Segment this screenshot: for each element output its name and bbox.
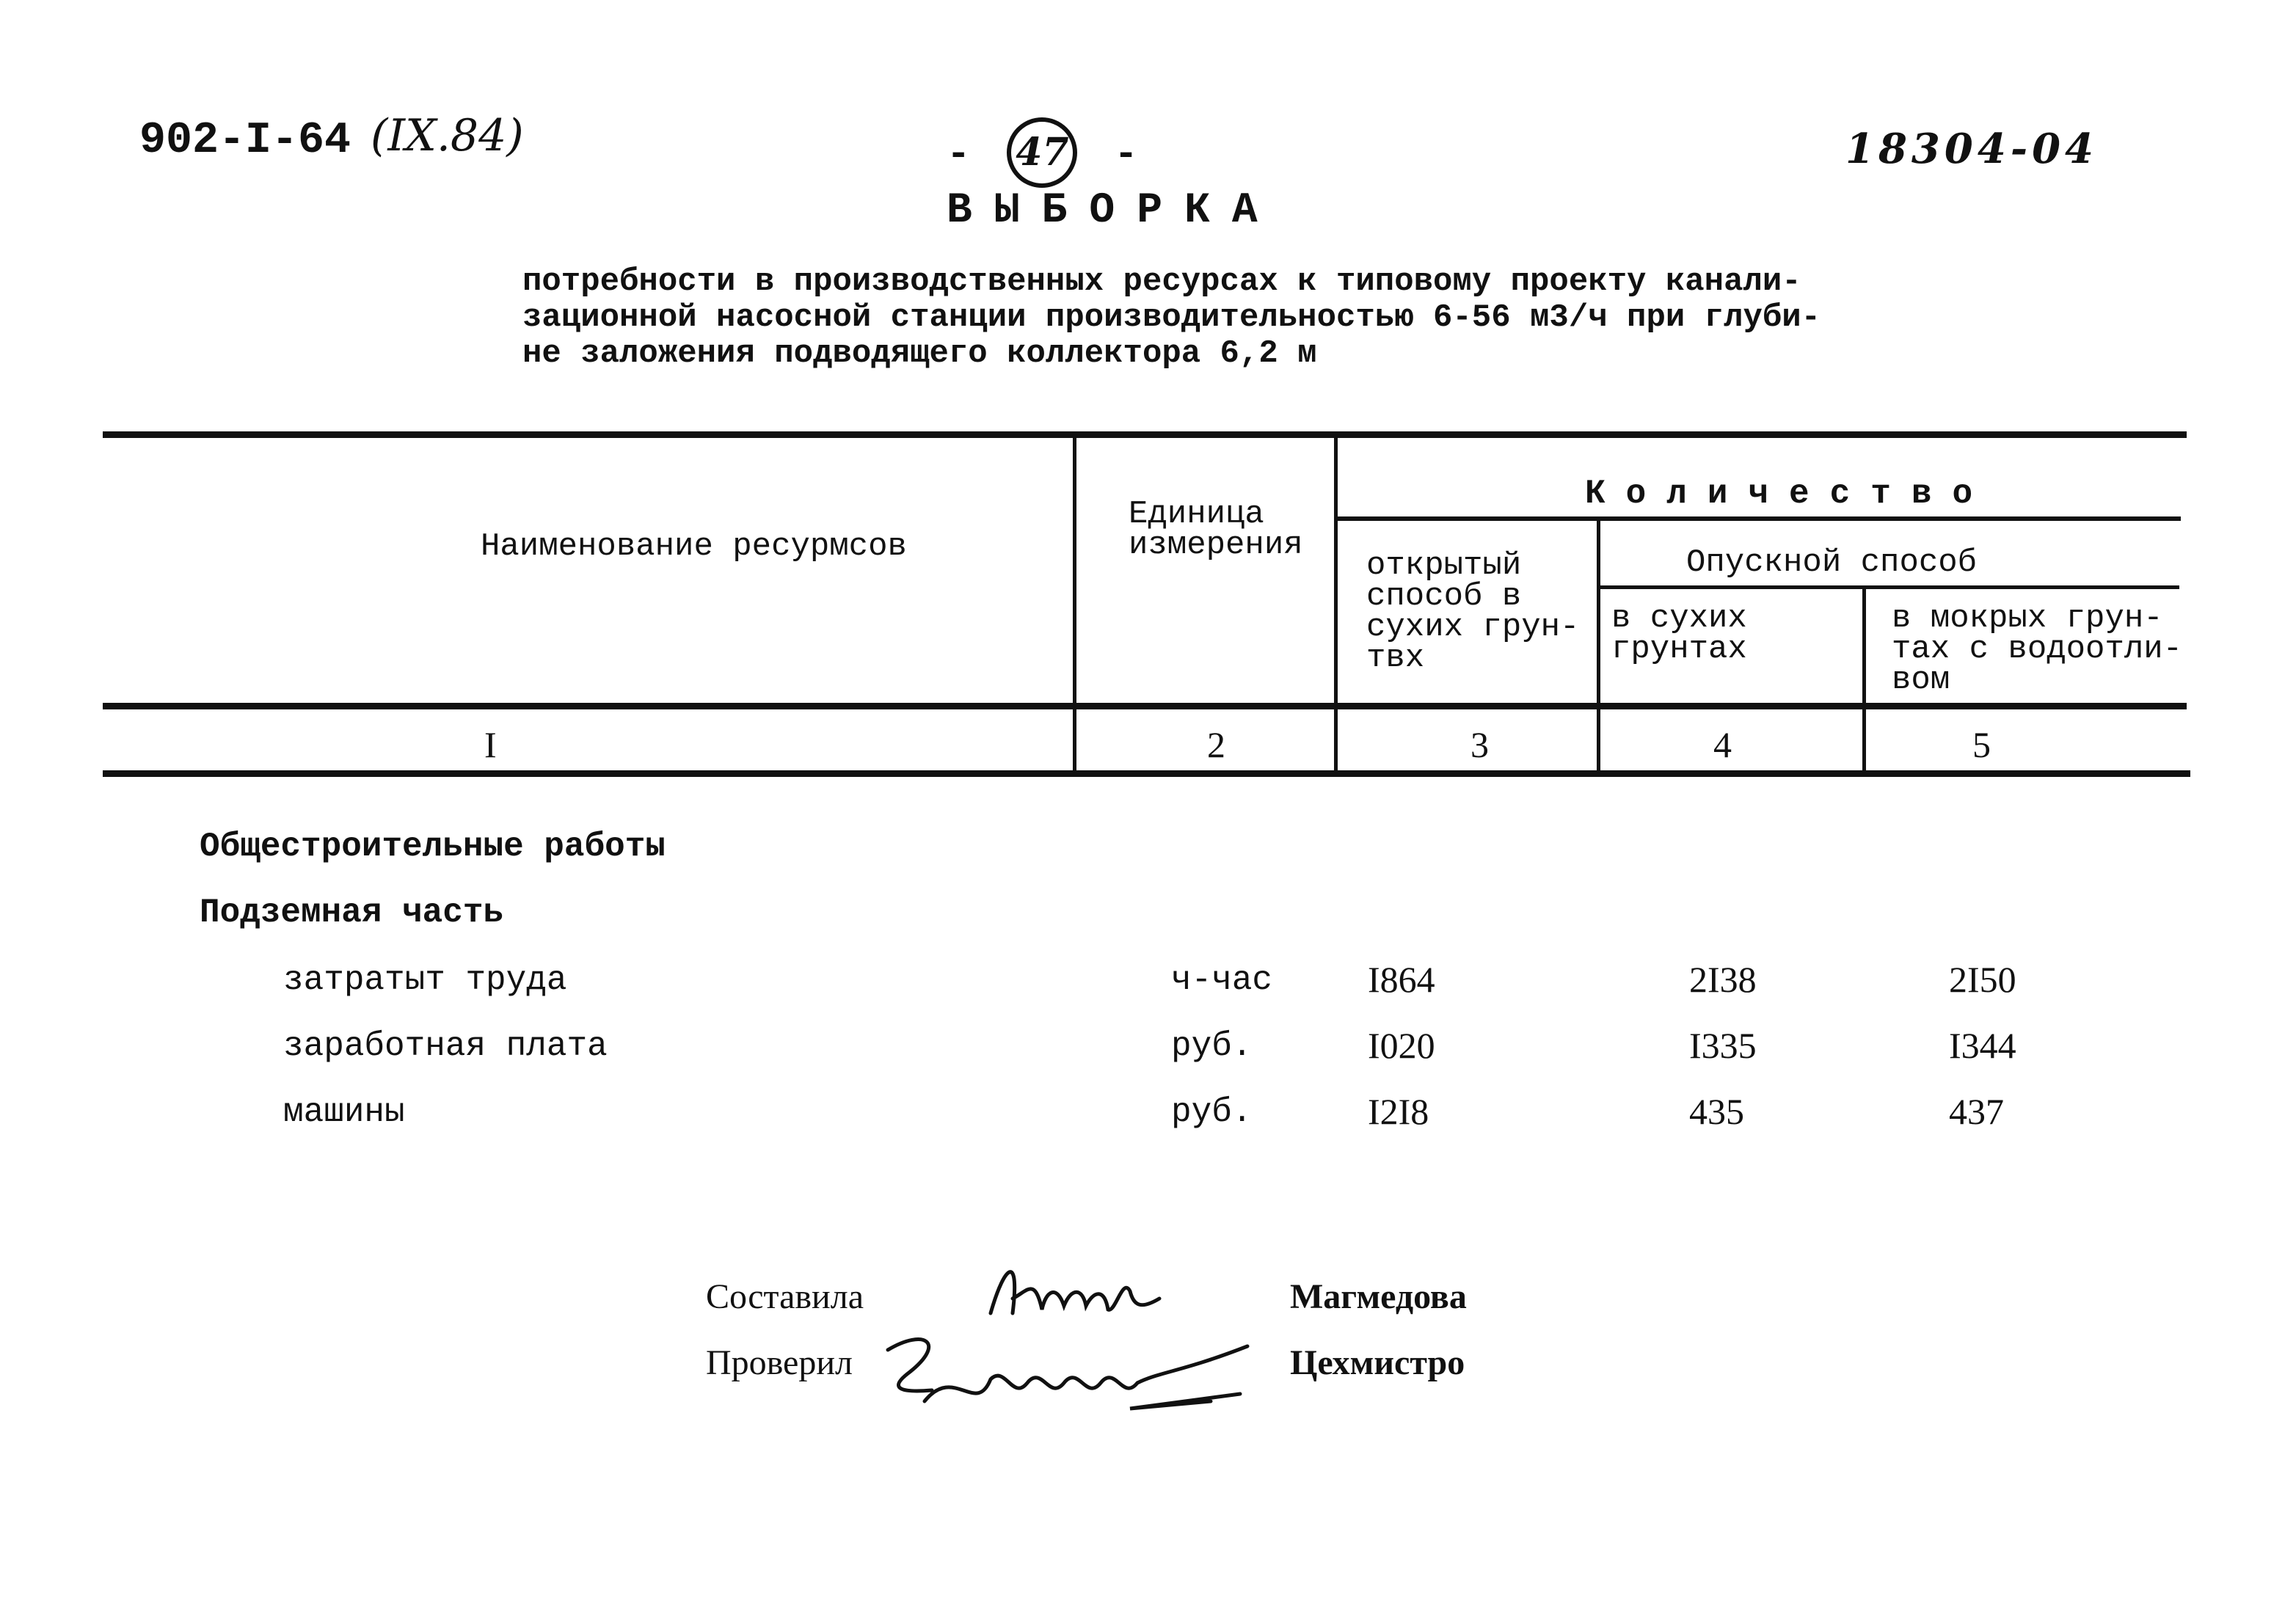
header-open-line: твх [1366,640,1425,676]
col-divider-1 [1073,434,1076,773]
page-number-block [947,117,1138,188]
row-value-dry: 435 [1689,1091,1744,1132]
sinking-rule [1600,585,2179,589]
header-open-line: способ в [1366,578,1522,615]
col-divider-4 [1862,587,1866,773]
col-divider-3 [1597,519,1600,773]
row-value-dry: I335 [1689,1025,1757,1066]
row-value-wet: 437 [1949,1091,2004,1132]
header-wet-line: вом [1892,662,1950,698]
col-divider-2 [1334,434,1338,773]
row-name: машины [283,1093,405,1131]
header-bottom-rule [103,703,2187,709]
table-bottom-rule [103,770,2190,777]
row-unit: руб. [1171,1027,1253,1065]
table-top-rule [103,431,2187,438]
section-underground: Подземная часть [200,894,504,932]
header-sinking-method: Опускной способ [1686,544,1978,581]
row-value-open: I020 [1368,1025,1435,1066]
page-dash-left: - [947,133,971,178]
quantity-rule [1337,516,2181,521]
subtitle-line: потребности в производственных ресурсах к типовому проекту канали- [522,263,1801,300]
row-value-wet: I344 [1949,1025,2016,1066]
document-code: 902-I-64 [139,116,351,166]
document-number: 18304-04 [1845,125,2098,173]
header-dry-line: грунтах [1611,631,1747,668]
checker-signature [866,1321,1277,1445]
header-open-line: открытый [1366,547,1522,584]
column-number: 3 [1470,724,1489,765]
section-general-works: Общестроительные работы [200,828,666,866]
row-value-dry: 2I38 [1689,959,1757,1000]
subtitle-line: не заложения подводящего коллектора 6,2 м [522,335,1317,372]
subtitle-line: зационной насосной станции производительностью 6-56 м3/ч при глуби- [522,299,1821,336]
row-unit: руб. [1171,1093,1253,1131]
row-unit: ч-час [1171,961,1273,999]
header-resource-name: Наименование ресурмсов [481,528,907,565]
column-number: 4 [1713,724,1732,765]
page-dash-right: - [1114,133,1138,178]
row-value-open: I864 [1368,959,1435,1000]
row-value-open: I2I8 [1368,1091,1429,1132]
header-unit-line1: Единица [1129,496,1264,533]
column-number: 5 [1972,724,1991,765]
document-title: ВЫБОРКА [947,187,1280,235]
header-unit-line2: измерения [1129,527,1303,563]
document-subtitle [522,264,1931,372]
checked-by-name: Цехмистро [1290,1343,1465,1382]
header-open-line: сухих грун- [1366,609,1580,646]
header-wet-line: тах с водоотли- [1892,631,2183,668]
page-number: 47 [1007,117,1077,188]
row-name: затратыт труда [283,961,567,999]
row-value-wet: 2I50 [1949,959,2016,1000]
header-quantity: Количество [1585,475,1994,513]
compiled-by-label: Составила [706,1277,864,1316]
document-code-note: (IX.84) [371,110,524,161]
header-dry-line: в сухих [1611,600,1747,637]
checked-by-label: Проверил [706,1343,853,1382]
header-wet-line: в мокрых грун- [1892,600,2163,637]
column-number: 2 [1207,724,1225,765]
row-name: заработная плата [283,1027,608,1065]
compiled-by-name: Магмедова [1290,1277,1467,1316]
column-number: I [484,724,497,765]
